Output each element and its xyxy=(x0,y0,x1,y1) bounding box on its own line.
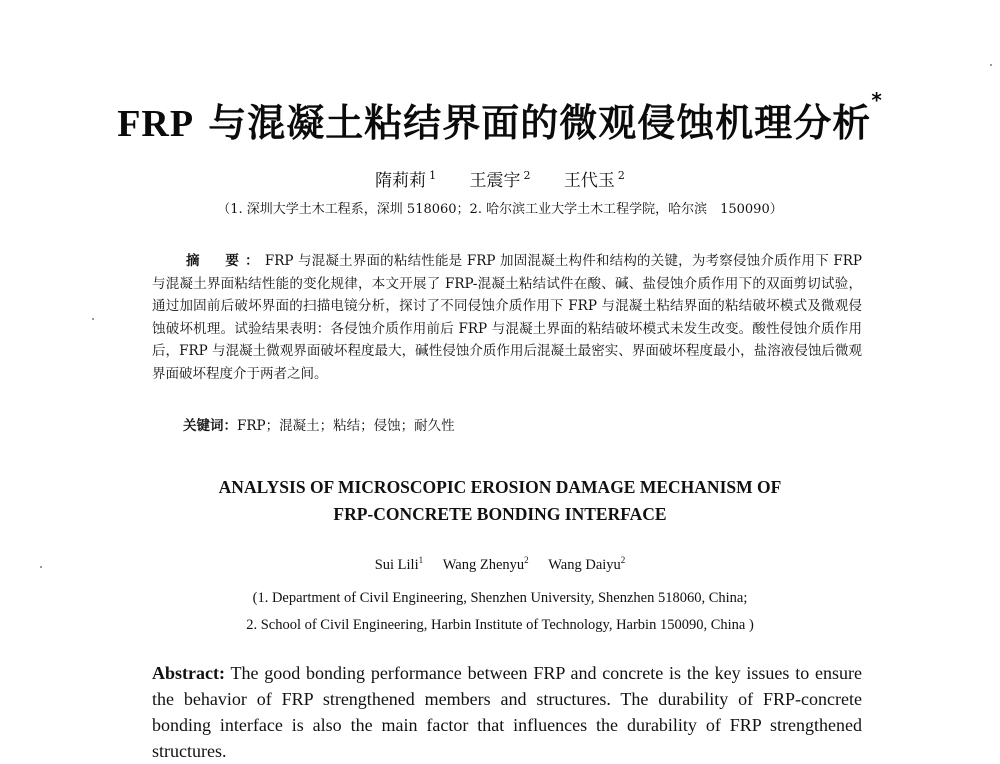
abstract-cn-text: FRP 与混凝土界面的粘结性能是 FRP 加固混凝土构件和结构的关键，为考察侵蚀介质作用下 FRP 与混凝土界面粘结性能的变化规律，本文开展了 FRP-混凝土粘结试件在酸、碱、盐侵蚀介质作用下的双面剪切试验，通过加固前后破坏界面的扫描电镜分析，探讨了不同侵蚀介质作用下 FRP 与混凝土粘结界面的粘结破坏模式及微观侵蚀破坏机理。试验结果表明：各侵蚀介质作用前后 FRP 与混凝土界面的粘结破坏模式未发生改变。酸性侵蚀介质作用后，FRP 与混凝土微观界面破坏程度最大，碱性侵蚀介质作用后混凝土最密实、界面破坏程度最小，盐溶液侵蚀后微观界面破坏程度介于两者之间。 xyxy=(152,253,863,382)
affiliation-en xyxy=(0,585,1000,639)
title-rest: 与混凝土粘结界面的微观侵蚀机理分析 xyxy=(194,101,872,145)
author-en-1: Sui Lili$^1$ xyxy=(374,555,424,573)
keywords-cn xyxy=(183,414,455,434)
title-footnote-mark: * xyxy=(871,88,883,112)
paper-title-en xyxy=(0,474,1000,528)
keywords-cn-text: FRP；混凝土；粘结；侵蚀；耐久性 xyxy=(237,418,455,434)
affiliation-en-line-2: 2. School of Civil Engineering, Harbin Institute of Technology, Harbin 150090, China ) xyxy=(246,617,754,633)
scan-speck xyxy=(40,566,42,568)
title-en-line-2: FRP-CONCRETE BONDING INTERFACE xyxy=(333,504,667,524)
abstract-cn xyxy=(152,250,862,385)
author-cn-1: 隋莉莉 $^1$ xyxy=(375,169,437,191)
author-cn-3: 王代玉 $^2$ xyxy=(563,169,625,191)
author-list-cn xyxy=(0,166,1000,191)
affiliation-en-line-1: (1. Department of Civil Engineering, Shenzhen University, Shenzhen 518060, China; xyxy=(252,590,748,606)
abstract-cn-label: 摘 要： xyxy=(186,253,265,269)
author-en-2: Wang Zhenyu$^2$ xyxy=(442,555,529,573)
paper-title-cn xyxy=(0,88,1000,147)
scan-speck xyxy=(92,318,94,320)
scan-speck xyxy=(990,64,992,66)
keywords-cn-label: 关键词： xyxy=(183,418,237,434)
author-cn-2: 王震宇 $^2$ xyxy=(469,169,531,191)
abstract-en xyxy=(152,660,862,764)
author-list-en xyxy=(0,555,1000,574)
title-en-line-1: ANALYSIS OF MICROSCOPIC EROSION DAMAGE MECHANISM OF xyxy=(218,477,782,497)
affiliation-cn: （1. 深圳大学土木工程系，深圳 518060；2. 哈尔滨工业大学土木工程学院，哈尔滨 150090） xyxy=(217,202,783,217)
author-en-3: Wang Daiyu$^2$ xyxy=(548,555,626,573)
abstract-en-text: The good bonding performance between FRP and concrete is the key issues to ensure the behavior of FRP strengthened members and structures. The durability of FRP-concrete bonding interface is also the main factor that influences the durability of FRP strengthened structures. xyxy=(152,663,862,761)
abstract-en-label: Abstract: xyxy=(152,663,225,683)
title-latin: FRP xyxy=(117,103,195,145)
